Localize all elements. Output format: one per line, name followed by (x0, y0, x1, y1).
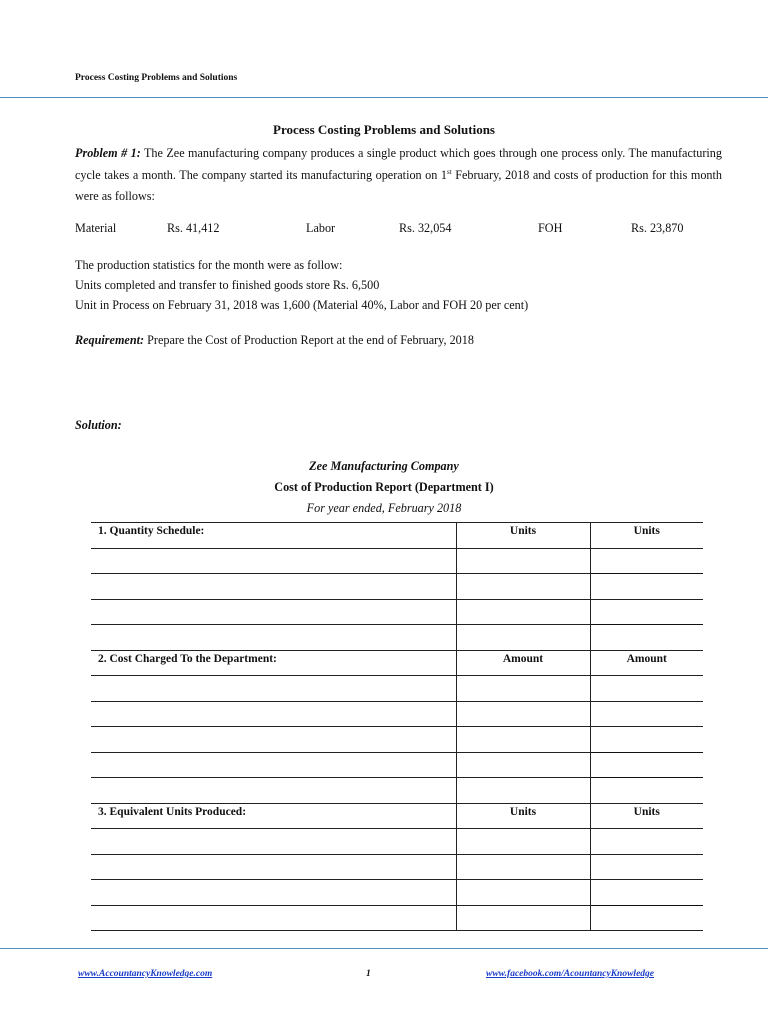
table-row (91, 548, 703, 574)
table-cell (91, 548, 456, 574)
table-row (91, 701, 703, 727)
section-heading: 2. Cost Charged To the Department: (91, 650, 456, 676)
table-cell (91, 880, 456, 906)
report-company: Zee Manufacturing Company (309, 459, 459, 473)
table-row-section-heading (91, 523, 703, 549)
cost-amount-labor: Rs. 32,054 (399, 221, 452, 235)
table-row (91, 574, 703, 600)
table-cell (590, 548, 703, 574)
column-header: Units (590, 523, 703, 549)
table-cell (590, 880, 703, 906)
table-cell (590, 625, 703, 651)
table-cell (590, 829, 703, 855)
table-row (91, 854, 703, 880)
cost-label-labor: Labor (306, 221, 336, 235)
problem-statement (75, 143, 722, 208)
table-cell (91, 905, 456, 931)
footer-rule (0, 948, 768, 949)
table-cell (91, 778, 456, 804)
cost-label-foh: FOH (538, 221, 563, 235)
table-cell (590, 676, 703, 702)
solution-label: Solution: (75, 418, 122, 432)
statistics-completed: Units completed and transfer to finished goods store Rs. 6,500 (75, 278, 380, 292)
running-header-title: Process Costing Problems and Solutions (75, 73, 238, 83)
table-cell (456, 625, 590, 651)
table-cell (456, 574, 590, 600)
requirement (75, 333, 474, 348)
column-header: Units (590, 803, 703, 829)
page-number: 1 (366, 969, 371, 979)
production-statistics (75, 255, 528, 315)
table-cell (590, 854, 703, 880)
footer-website-link[interactable]: www.AccountancyKnowledge.com (78, 969, 213, 979)
table-cell (91, 829, 456, 855)
table-cell (590, 778, 703, 804)
table-cell (91, 599, 456, 625)
table-row (91, 905, 703, 931)
table-cell (456, 727, 590, 753)
column-header: Units (456, 523, 590, 549)
column-header: Units (456, 803, 590, 829)
cost-label-material: Material (75, 221, 117, 235)
table-cell (590, 599, 703, 625)
table-row (91, 676, 703, 702)
header-rule (0, 97, 768, 98)
problem-superscript: st (447, 167, 452, 176)
requirement-label: Requirement: (75, 333, 145, 347)
table-row (91, 625, 703, 651)
table-row (91, 880, 703, 906)
requirement-text: Prepare the Cost of Production Report at the end of February, 2018 (144, 333, 474, 347)
table-cell (590, 905, 703, 931)
table-cell (456, 676, 590, 702)
table-cell (91, 854, 456, 880)
table-cell (590, 752, 703, 778)
table-row (91, 727, 703, 753)
table-cell (91, 727, 456, 753)
column-header: Amount (456, 650, 590, 676)
table-cell (91, 625, 456, 651)
cost-of-production-table (91, 522, 703, 931)
table-cell (590, 727, 703, 753)
table-cell (456, 905, 590, 931)
problem-label: Problem # 1: (75, 146, 141, 160)
statistics-intro: The production statistics for the month were as follow: (75, 258, 343, 272)
table-cell (456, 701, 590, 727)
table-cell (91, 676, 456, 702)
table-cell (456, 854, 590, 880)
table-cell (456, 829, 590, 855)
report-title: Cost of Production Report (Department I) (274, 480, 494, 494)
cost-amount-material: Rs. 41,412 (167, 221, 220, 235)
table-row-section-heading (91, 803, 703, 829)
table-row (91, 778, 703, 804)
section-heading: 3. Equivalent Units Produced: (91, 803, 456, 829)
section-heading: 1. Quantity Schedule: (91, 523, 456, 549)
report-period: For year ended, February 2018 (306, 501, 462, 515)
page-title: Process Costing Problems and Solutions (273, 122, 495, 137)
table-row (91, 752, 703, 778)
cost-amount-foh: Rs. 23,870 (631, 221, 684, 235)
table-cell (91, 752, 456, 778)
table-row-section-heading (91, 650, 703, 676)
column-header: Amount (590, 650, 703, 676)
table-cell (456, 880, 590, 906)
table-row (91, 599, 703, 625)
table-cell (456, 778, 590, 804)
table-cell (590, 701, 703, 727)
table-cell (456, 752, 590, 778)
table-cell (456, 599, 590, 625)
footer-facebook-link[interactable]: www.facebook.com/AcountancyKnowledge (486, 969, 655, 979)
table-cell (91, 701, 456, 727)
table-row (91, 829, 703, 855)
table-cell (91, 574, 456, 600)
problem-text-b: February, 2018 and costs of production for this month were as follows: (75, 167, 722, 203)
problem-text-a: The Zee manufacturing company produces a single product which goes through one process only. The manufacturing cycle takes a month. The company started its manufacturing operation on 1 (75, 146, 722, 182)
table-cell (590, 574, 703, 600)
statistics-in-process: Unit in Process on February 31, 2018 was 1,600 (Material 40%, Labor and FOH 20 per cent) (75, 298, 529, 312)
table-cell (456, 548, 590, 574)
